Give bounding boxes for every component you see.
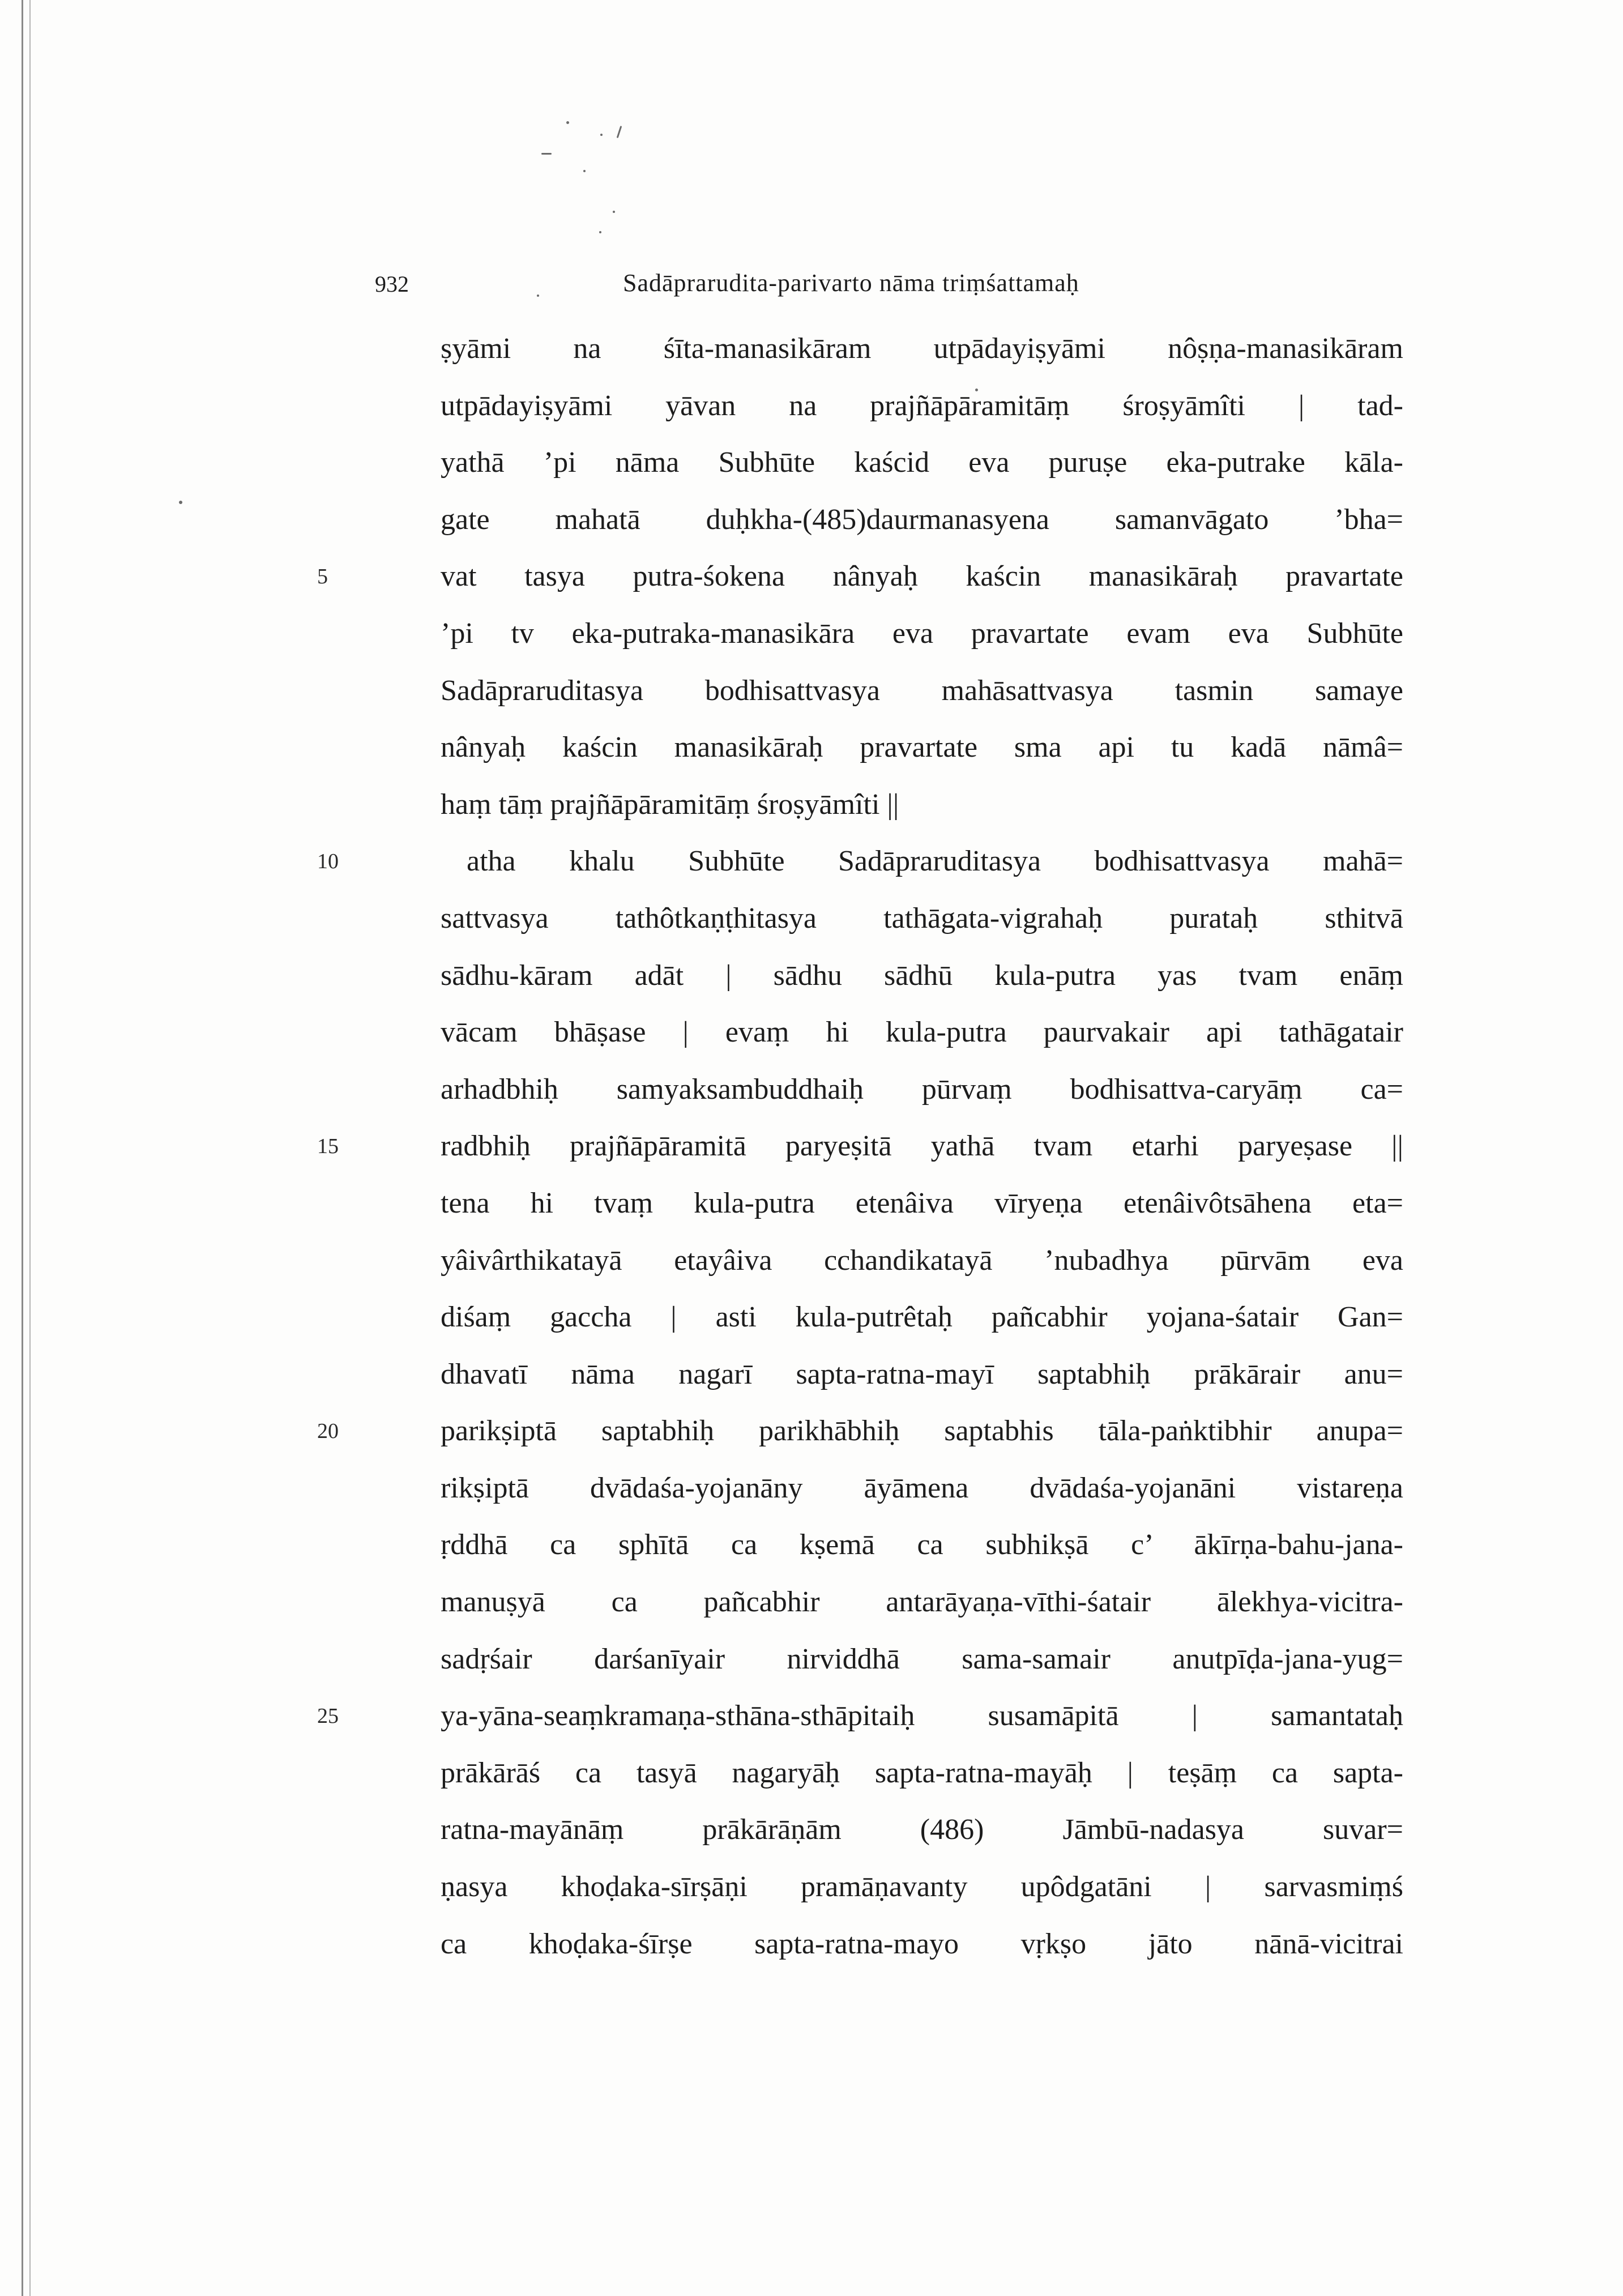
text-line (441, 1061, 1403, 1119)
line-text: Sadāpraruditasya bodhisattvasya mahāsattvasya tasmin samaye (441, 674, 1403, 707)
line-text: haṃ tāṃ prajñāpāramitāṃ śroṣyāmîti || (441, 788, 899, 821)
text-line (441, 948, 1403, 1005)
text-line (441, 719, 1403, 776)
scan-speck (566, 121, 569, 124)
line-text: sadṛśair darśanīyair nirviddhā sama-samair anutpīḍa-jana-yug= (441, 1642, 1403, 1675)
line-text: vācam bhāṣase | evaṃ hi kula-putra paurvakair api tathāgatair (441, 1016, 1403, 1049)
line-text: sattvasya tathôtkaṇṭhitasya tathāgata-vigrahaḥ purataḥ sthitvā (441, 902, 1403, 934)
text-line (441, 890, 1403, 948)
line-text: ca khoḍaka-śīrṣe sapta-ratna-mayo vṛkṣo jāto nānā-vicitrai (441, 1927, 1403, 1960)
text-line (441, 321, 1403, 378)
line-number: 10 (317, 850, 339, 874)
text-line (441, 1460, 1403, 1517)
text-line (441, 1004, 1403, 1061)
line-text: rikṣiptā dvādaśa-yojanāny āyāmena dvādaśa-yojanāni vistareṇa (441, 1471, 1403, 1504)
line-number: 15 (317, 1134, 339, 1159)
line-text: ṛddhā ca sphītā ca kṣemā ca subhikṣā c’ ākīrṇa-bahu-jana- (441, 1529, 1403, 1561)
scan-speck (613, 211, 615, 213)
text-line (441, 1517, 1403, 1574)
text-line (317, 1403, 1403, 1460)
text-line (441, 1802, 1403, 1859)
scan-speck (617, 126, 622, 138)
line-text: arhadbhiḥ samyaksambuddhaiḥ pūrvaṃ bodhisattva-caryāṃ ca= (441, 1073, 1403, 1106)
text-line (441, 663, 1403, 720)
page-number: 932 (375, 271, 409, 297)
text-line (441, 1289, 1403, 1346)
body-text (317, 321, 1403, 1973)
line-text: vat tasya putra-śokena nânyaḥ kaścin manasikāraḥ pravartate (441, 560, 1403, 593)
scan-speck (599, 231, 601, 233)
text-line (441, 1232, 1403, 1290)
scan-speck (179, 501, 182, 504)
line-text: ’pi tv eka-putraka-manasikāra eva pravartate evam eva Subhūte (441, 617, 1403, 650)
text-line (317, 1688, 1403, 1745)
line-text: diśaṃ gaccha | asti kula-putrêtaḥ pañcabhir yojana-śatair Gan= (441, 1301, 1403, 1334)
text-line (317, 833, 1403, 890)
line-text: prākārāś ca tasyā nagaryāḥ sapta-ratna-mayāḥ | teṣāṃ ca sapta- (441, 1756, 1403, 1789)
line-text: nânyaḥ kaścin manasikāraḥ pravartate sma api tu kadā nāmâ= (441, 731, 1403, 764)
line-text: yâivârthikatayā etayâiva cchandikatayā ’nubadhya pūrvām eva (441, 1244, 1403, 1277)
line-text: dhavatī nāma nagarī sapta-ratna-mayī saptabhiḥ prākārair anu= (441, 1358, 1403, 1390)
line-text: tena hi tvaṃ kula-putra etenâiva vīryeṇa etenâivôtsāhena eta= (441, 1187, 1403, 1219)
text-line (441, 776, 1403, 834)
running-head: Sadāprarudita-parivarto nāma triṃśattamaḥ (623, 269, 1079, 297)
line-number: 5 (317, 565, 328, 589)
scan-edge-line-inner (29, 0, 31, 2296)
text-line (441, 1916, 1403, 1973)
line-text: sādhu-kāram adāt | sādhu sādhū kula-putra yas tvam enāṃ (441, 959, 1403, 992)
line-text: ṣyāmi na śīta-manasikāram utpādayiṣyāmi nôṣṇa-manasikāram (441, 332, 1403, 365)
text-line (441, 1631, 1403, 1688)
text-line (317, 548, 1403, 605)
line-text: ya-yāna-seaṃkramaṇa-sthāna-sthāpitaiḥ susamāpitā | samantataḥ (441, 1700, 1403, 1732)
text-line (441, 1859, 1403, 1916)
text-line (441, 434, 1403, 492)
line-text: yathā ’pi nāma Subhūte kaścid eva puruṣe eka-putrake kāla- (441, 446, 1403, 479)
line-text: ratna-mayānāṃ prākārāṇām (486) Jāmbū-nadasya suvar= (441, 1813, 1403, 1846)
text-line (317, 1118, 1403, 1175)
line-text: utpādayiṣyāmi yāvan na prajñāpāramitāṃ śroṣyāmîti | tad- (441, 389, 1403, 422)
scan-speck (541, 153, 552, 155)
text-line (441, 1745, 1403, 1802)
line-text: atha khalu Subhūte Sadāpraruditasya bodhisattvasya mahā= (467, 845, 1403, 878)
text-line (441, 1574, 1403, 1631)
line-text: radbhiḥ prajñāpāramitā paryeṣitā yathā tvam etarhi paryeṣase || (441, 1130, 1403, 1163)
scan-speck (600, 134, 603, 136)
text-line (441, 378, 1403, 435)
text-line (441, 492, 1403, 549)
line-text: manuṣyā ca pañcabhir antarāyaṇa-vīthi-śatair ālekhya-vicitra- (441, 1586, 1403, 1619)
line-number: 25 (317, 1704, 339, 1729)
scan-edge-line (22, 0, 23, 2296)
line-text: ṇasya khoḍaka-sīrṣāṇi pramāṇavanty upôdgatāni | sarvasmiṃś (441, 1871, 1403, 1904)
line-text: gate mahatā duḥkha-(485)daurmanasyena samanvāgato ’bha= (441, 503, 1403, 536)
scan-speck (537, 295, 539, 297)
text-line (441, 605, 1403, 663)
text-line (441, 1175, 1403, 1232)
scan-speck (583, 170, 586, 172)
line-text: parikṣiptā saptabhiḥ parikhābhiḥ saptabhis tāla-paṅktibhir anupa= (441, 1415, 1403, 1448)
text-line (441, 1346, 1403, 1403)
line-number: 20 (317, 1419, 339, 1444)
